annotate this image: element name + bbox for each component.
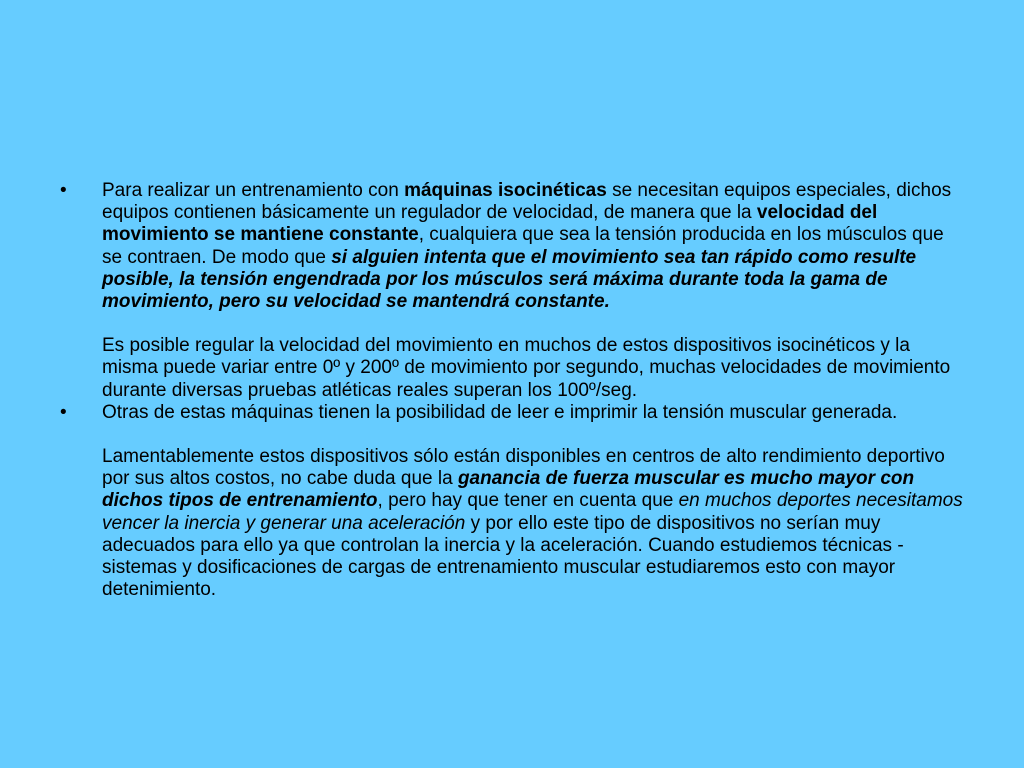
paragraph-gap bbox=[102, 313, 965, 335]
text-run: , cualquiera que sea la tensión producida en los músculos que se contraen. De modo que bbox=[102, 224, 944, 268]
text-run-bold-italic-inner: ganancia de fuerza muscular es mucho mayor con dichos tipos de entrenamiento bbox=[102, 468, 915, 512]
text-run: y por ello este tipo de dispositivos no serían muy adecuados para ello ya que controlan la inercia y la aceleración. Cuando estudiemos técnicas - sistemas y dosificaciones de cargas de entrenamiento muscular estudiaremos esto con mayor detenimiento. bbox=[102, 512, 904, 601]
text-run: Lamentablemente estos dispositivos sólo están disponibles en centros de alto rendimiento deportivo por sus altos costos, no cabe duda que la bbox=[102, 446, 945, 490]
paragraph bbox=[102, 180, 965, 313]
bullet-marker: • bbox=[60, 180, 67, 201]
text-run: , pero hay que tener en cuenta que bbox=[377, 490, 679, 512]
paragraph bbox=[102, 335, 965, 402]
paragraph-gap bbox=[102, 424, 965, 446]
text-run: se necesitan equipos especiales, dichos equipos contienen básicamente un regulador de velocidad, de manera que la bbox=[102, 180, 952, 224]
bullet-item bbox=[60, 180, 965, 402]
paragraph bbox=[102, 402, 965, 424]
text-run-bold: velocidad del movimiento se mantiene constante bbox=[102, 202, 878, 246]
text-run: Es posible regular la velocidad del movimiento en muchos de estos dispositivos isocinéticos y la misma puede variar entre 0º y 200º de movimiento por segundo, muchas velocidades de movimiento durante diversas pruebas atléticas reales superan los 100º/seg. bbox=[102, 335, 951, 401]
text-run-italic: en muchos deportes necesitamos vencer la inercia y generar una aceleración bbox=[102, 490, 963, 534]
text-run: Para realizar un entrenamiento con bbox=[102, 180, 405, 201]
text-run-bold-italic-inner: si alguien intenta que el movimiento sea tan rápido como resulte posible, la tensión engendrada por los músculos será máxima durante toda la gama de movimiento, pero su velocidad se mantendrá constante. bbox=[102, 246, 917, 313]
paragraph bbox=[102, 446, 965, 601]
text-run-bold: máquinas isocinéticas bbox=[404, 180, 607, 201]
bullet-list bbox=[60, 180, 965, 601]
bullet-item bbox=[60, 402, 965, 602]
text-run: Otras de estas máquinas tienen la posibilidad de leer e imprimir la tensión muscular generada. bbox=[102, 401, 898, 423]
bullet-marker: • bbox=[60, 401, 67, 423]
